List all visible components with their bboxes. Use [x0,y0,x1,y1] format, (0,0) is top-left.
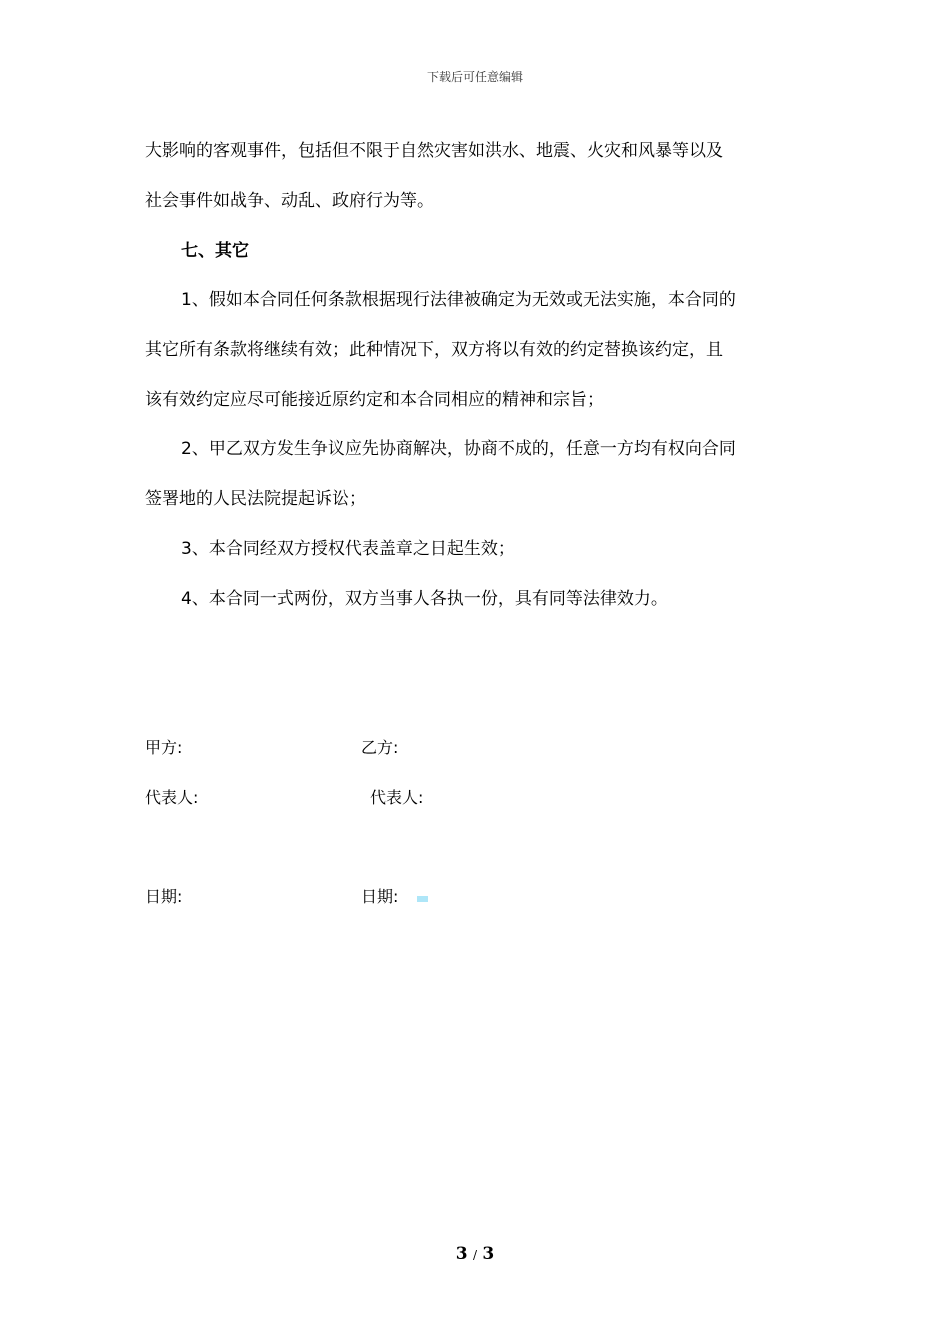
body-line: 3、本合同经双方授权代表盖章之日起生效； [181,539,515,559]
highlight-mark [417,896,428,902]
section-heading: 七、其它 [181,241,249,261]
representative-b-label: 代表人: [370,788,424,807]
page-header: 下载后可任意编辑 [426,70,523,84]
body-line: 4、本合同一式两份，双方当事人各执一份，具有同等法律效力。 [181,589,668,609]
page-number [0,1244,950,1264]
current-page: 3 [455,1244,468,1264]
representative-a-label: 代表人: [145,788,199,807]
body-line: 社会事件如战争、动乱、政府行为等。 [145,191,434,211]
body-line: 其它所有条款将继续有效；此种情况下，双方将以有效的约定替换该约定，且 [145,340,723,360]
body-line: 1、假如本合同任何条款根据现行法律被确定为无效或无法实施，本合同的 [181,290,736,310]
page-separator: / [472,1248,478,1262]
date-a-label: 日期: [145,887,183,906]
body-line: 大影响的客观事件，包括但不限于自然灾害如洪水、地震、火灾和风暴等以及 [145,141,723,161]
date-b-label: 日期: [361,887,399,906]
party-b-label: 乙方: [361,738,399,757]
body-line: 签署地的人民法院提起诉讼； [145,489,366,509]
total-pages: 3 [482,1244,495,1264]
body-line: 2、甲乙双方发生争议应先协商解决，协商不成的，任意一方均有权向合同 [181,439,736,459]
party-a-label: 甲方: [145,738,183,757]
body-line: 该有效约定应尽可能接近原约定和本合同相应的精神和宗旨； [145,390,604,410]
